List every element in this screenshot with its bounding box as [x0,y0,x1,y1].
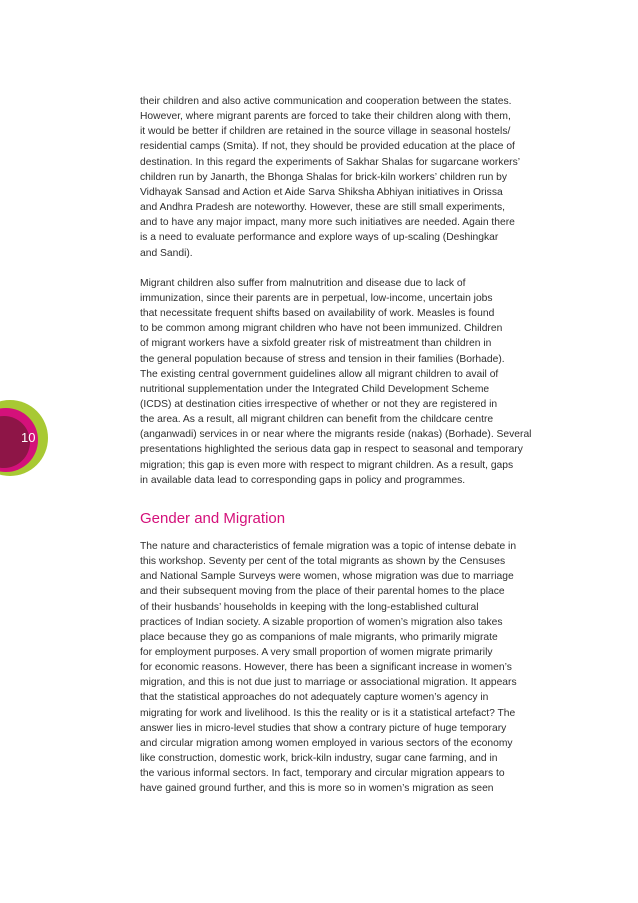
text-line: and Andhra Pradesh are noteworthy. However, these are still small experiments, [140,202,505,214]
text-line: the general population because of stress and tension in their families (Borhade). [140,353,505,365]
text-line: answer lies in micro-level studies that show a contrary picture of huge temporary [140,722,507,734]
text-line: residential camps (Smita). If not, they should be provided education at the place of [140,141,515,153]
text-line: practices of Indian society. A sizable proportion of women’s migration also takes [140,616,503,628]
text-line: nutritional supplementation under the Integrated Child Development Scheme [140,383,490,395]
text-line: to be common among migrant children who have not been immunized. Children [140,323,503,335]
text-line: Vidhayak Sansad and Action et Aide Sarva Shiksha Abhiyan initiatives in Orissa [140,186,503,198]
text-line: like construction, domestic work, brick-kiln industry, sugar cane farming, and in [140,753,498,765]
text-line: children run by Janarth, the Bhonga Shalas for brick-kiln workers’ children run by [140,171,508,183]
text-line: migration; this gap is even more with respect to migrant children. As a result, gaps [140,459,514,471]
text-line: that the statistical approaches do not adequately capture women’s agency in [140,692,489,704]
text-line: that necessitate frequent shifts based on availability of work. Measles is found [140,308,495,320]
text-line: in available data lead to corresponding gaps in policy and programmes. [140,474,466,486]
text-line: and to have any major impact, many more such initiatives are needed. Again there [140,217,515,229]
text-line: migrating for work and livelihood. Is this the reality or is it a statistical artefact? The [140,707,516,719]
section-heading-gender-migration: Gender and Migration [140,509,286,527]
text-line: and Sandi). [140,247,193,259]
text-line: and their subsequent moving from the place of their parental homes to the place [140,586,505,598]
text-line: place because they go as companions of male migrants, who primarily migrate [140,631,498,643]
paragraph-migrant-children-health [140,276,570,488]
text-line: and circular migration among women employed in various sectors of the economy [140,737,513,749]
text-line: of their husbands’ households in keeping with the long-established cultural [140,601,479,613]
text-line: the area. As a result, all migrant children can benefit from the childcare centre [140,414,494,426]
text-line: is a need to evaluate performance and explore ways of up-scaling (Deshingkar [140,232,499,244]
text-line: presentations highlighted the serious data gap in respect to seasonal and temporary [140,444,523,456]
text-line: for economic reasons. However, there has been a significant increase in women’s [140,662,512,674]
text-line: However, where migrant parents are forced to take their children along with them, [140,111,511,123]
text-line: the various informal sectors. In fact, temporary and circular migration appears to [140,768,505,780]
text-line: (ICDS) at destination cities irrespective of whether or not they are registered in [140,398,498,410]
text-line: immunization, since their parents are in perpetual, low-income, uncertain jobs [140,292,493,304]
text-line: Migrant children also suffer from malnutrition and disease due to lack of [140,277,466,289]
page-body [140,94,570,797]
page-number: 10 [21,430,36,445]
text-line: it would be better if children are retained in the source village in seasonal hostels/ [140,126,511,138]
text-line: their children and also active communication and cooperation between the states. [140,96,512,107]
paragraph-female-migration [140,539,570,797]
text-line: destination. In this regard the experiments of Sakhar Shalas for sugarcane workers’ [140,156,521,168]
text-line: and National Sample Surveys were women, whose migration was due to marriage [140,571,514,583]
paragraph-migrant-children-education [140,94,570,261]
text-line: have gained ground further, and this is more so in women’s migration as seen [140,783,494,795]
text-line: (anganwadi) services in or near where the migrants reside (nakas) (Borhade). Several [140,429,532,441]
text-line: The existing central government guidelines allow all migrant children to avail of [140,368,499,380]
text-line: for employment purposes. A very small proportion of women migrate primarily [140,647,493,658]
text-line: The nature and characteristics of female migration was a topic of intense debate in [140,540,517,552]
text-line: of migrant workers have a sixfold greater risk of mistreatment than children in [140,338,492,350]
text-line: this workshop. Seventy per cent of the total migrants as shown by the Censuses [140,556,506,568]
text-line: migration, and this is not due just to marriage or associational migration. It appears [140,677,517,689]
